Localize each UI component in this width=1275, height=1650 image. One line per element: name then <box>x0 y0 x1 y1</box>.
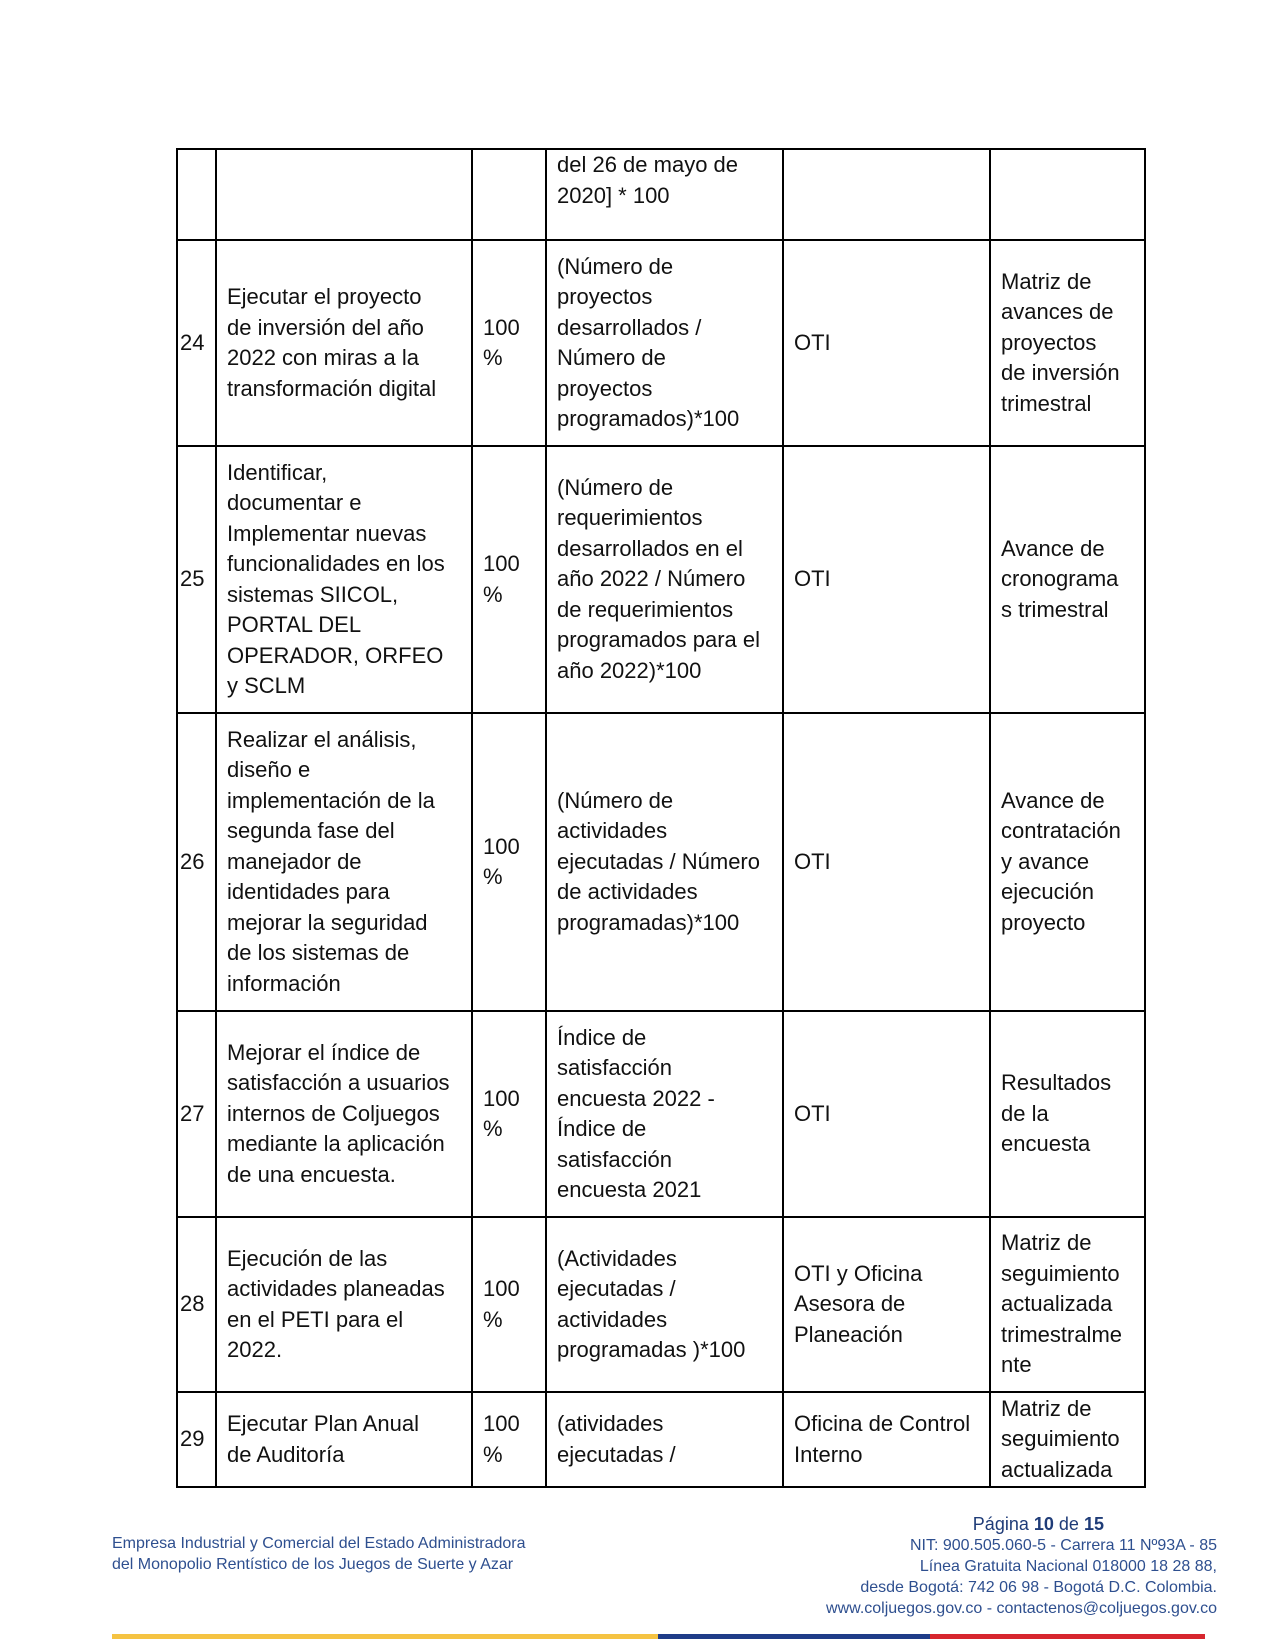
goal-cell: 100 % <box>472 713 546 1011</box>
row-number: 28 <box>177 1217 216 1392</box>
table-row <box>177 713 1145 1011</box>
row-number: 25 <box>177 446 216 713</box>
company-info <box>112 1533 526 1575</box>
company-line-2: del Monopolio Rentístico de los Juegos de Suerte y Azar <box>112 1556 514 1573</box>
table-row <box>177 1392 1145 1487</box>
goal-cell: 100 % <box>472 1011 546 1217</box>
responsible-cell: OTI <box>783 240 990 446</box>
row-number: 26 <box>177 713 216 1011</box>
evidence-cell: Matriz de avances de proyectos de inversión trimestral <box>990 240 1145 446</box>
action-cell: Ejecución de las actividades planeadas en el PETI para el 2022. <box>216 1217 472 1392</box>
formula-cell: del 26 de mayo de 2020] * 100 <box>546 149 783 240</box>
action-cell <box>216 149 472 240</box>
action-cell: Mejorar el índice de satisfacción a usuarios internos de Coljuegos mediante la aplicación de una encuesta. <box>216 1011 472 1217</box>
responsible-cell <box>783 149 990 240</box>
stripe-red <box>930 1634 1205 1639</box>
goal-cell: 100 % <box>472 1217 546 1392</box>
stripe-blue <box>658 1634 930 1639</box>
responsible-cell: Oficina de Control Interno <box>783 1392 990 1487</box>
row-number: 27 <box>177 1011 216 1217</box>
row-number: 29 <box>177 1392 216 1487</box>
stripe-yellow <box>112 1634 658 1639</box>
indicators-table <box>176 148 1146 1488</box>
formula-cell: (Número de proyectos desarrollados / Número de proyectos programados)*100 <box>546 240 783 446</box>
page-number: Página 10 de 15 <box>972 1514 1104 1534</box>
evidence-cell <box>990 149 1145 240</box>
evidence-cell: Avance de cronograma s trimestral <box>990 446 1145 713</box>
table-row <box>177 240 1145 446</box>
formula-cell: Índice de satisfacción encuesta 2022 - Índice de satisfacción encuesta 2021 <box>546 1011 783 1217</box>
goal-cell: 100 % <box>472 1392 546 1487</box>
table-row <box>177 1011 1145 1217</box>
action-cell: Ejecutar Plan Anual de Auditoría <box>216 1392 472 1487</box>
responsible-cell: OTI y Oficina Asesora de Planeación <box>783 1217 990 1392</box>
goal-cell: 100 % <box>472 446 546 713</box>
evidence-cell: Resultados de la encuesta <box>990 1011 1145 1217</box>
action-cell: Realizar el análisis, diseño e implementación de la segunda fase del manejador de identidades para mejorar la seguridad de los sistemas de información <box>216 713 472 1011</box>
bogota-line: desde Bogotá: 742 06 98 - Bogotá D.C. Colombia. <box>860 1579 1217 1596</box>
responsible-cell: OTI <box>783 713 990 1011</box>
company-line-1: Empresa Industrial y Comercial del Estado Administradora <box>112 1535 526 1552</box>
responsible-cell: OTI <box>783 1011 990 1217</box>
contact-info <box>826 1513 1217 1619</box>
row-number: 24 <box>177 240 216 446</box>
action-cell: Identificar, documentar e Implementar nuevas funcionalidades en los sistemas SIICOL, PORTAL DEL OPERADOR, ORFEO y SCLM <box>216 446 472 713</box>
nit-address: NIT: 900.505.060-5 - Carrera 11 Nº93A - 85 <box>909 1537 1217 1554</box>
page-current: 10 <box>1033 1514 1054 1534</box>
phone-line: Línea Gratuita Nacional 018000 18 28 88, <box>919 1558 1217 1575</box>
responsible-cell: OTI <box>783 446 990 713</box>
page-total: 15 <box>1083 1514 1104 1534</box>
action-cell: Ejecutar el proyecto de inversión del año 2022 con miras a la transformación digital <box>216 240 472 446</box>
goal-cell <box>472 149 546 240</box>
table-row <box>177 1217 1145 1392</box>
web-contact[interactable]: www.coljuegos.gov.co - contactenos@coljuegos.gov.co <box>826 1600 1217 1617</box>
row-number <box>177 149 216 240</box>
table-row <box>177 149 1145 240</box>
evidence-cell: Avance de contratación y avance ejecución proyecto <box>990 713 1145 1011</box>
evidence-cell: Matriz de seguimiento actualizada <box>990 1392 1145 1487</box>
table-row <box>177 446 1145 713</box>
formula-cell: (Número de actividades ejecutadas / Número de actividades programadas)*100 <box>546 713 783 1011</box>
goal-cell: 100 % <box>472 240 546 446</box>
formula-cell: (atividades ejecutadas / <box>546 1392 783 1487</box>
evidence-cell: Matriz de seguimiento actualizada trimestralme nte <box>990 1217 1145 1392</box>
formula-cell: (Número de requerimientos desarrollados en el año 2022 / Número de requerimientos programados para el año 2022)*100 <box>546 446 783 713</box>
formula-cell: (Actividades ejecutadas / actividades programadas )*100 <box>546 1217 783 1392</box>
